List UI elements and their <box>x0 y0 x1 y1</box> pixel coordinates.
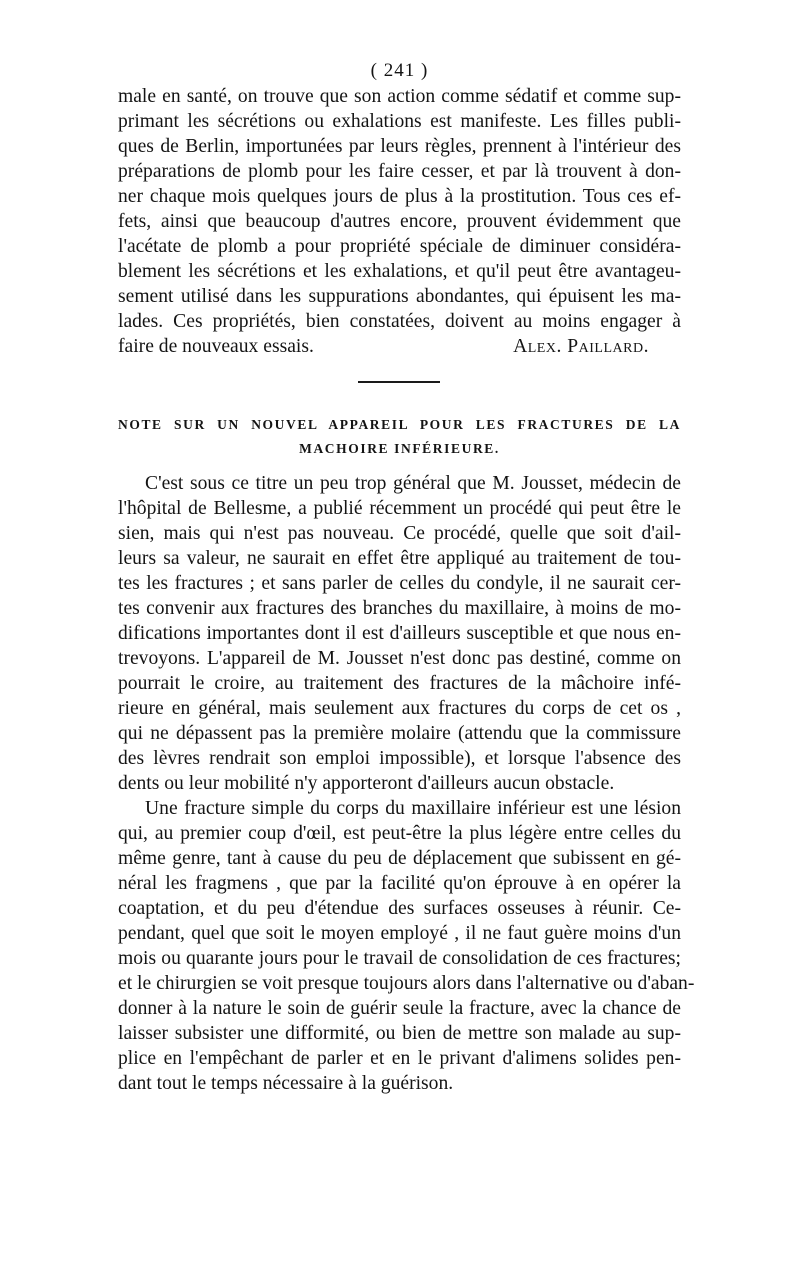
text-line: plice en l'empêchant de parler et en le privant d'alimens solides pen- <box>118 1048 681 1069</box>
text-line: dant tout le temps nécessaire à la guérison. <box>118 1073 454 1094</box>
text-line: préparations de plomb pour les faire cesser, et par là trouvent à don- <box>118 161 681 182</box>
text-line: l'acétate de plomb a pour propriété spéciale de diminuer considéra- <box>118 236 681 257</box>
text-line: des lèvres rendrait son emploi impossible), et lorsque l'absence des <box>118 748 681 769</box>
text-line: coaptation, et du peu d'étendue des surfaces osseuses à réunir. Ce- <box>118 898 681 919</box>
text-line: dents ou leur mobilité n'y apporteront d'ailleurs aucun obstacle. <box>118 773 615 794</box>
text-line: male en santé, on trouve que son action comme sédatif et comme sup- <box>118 86 681 107</box>
text-line: ner chaque mois quelques jours de plus à la prostitution. Tous ces ef- <box>118 186 681 207</box>
text-line: difications importantes dont il est d'ailleurs susceptible et que nous en- <box>118 623 681 644</box>
paragraph-two <box>118 471 681 796</box>
text-line: blement les sécrétions et les exhalations, et qu'il peut être avantageu- <box>118 261 681 282</box>
text-line: néral les fragmens , que par la facilité qu'on éprouve à en opérer la <box>118 873 681 894</box>
text-line: ques de Berlin, importunées par leurs règles, prennent à l'intérieur des <box>118 136 681 157</box>
text-line: et le chirurgien se voit presque toujours alors dans l'alternative ou d'aban- <box>118 973 695 994</box>
text-line: rieure en général, mais seulement aux fractures du corps de cet os , <box>118 698 681 719</box>
page-number: ( 241 ) <box>370 60 429 81</box>
text-line: l'hôpital de Bellesme, a publié récemment un procédé qui peut être le <box>118 498 681 519</box>
text-line: faire de nouveaux essais. <box>118 336 314 357</box>
text-line: donner à la nature le soin de guérir seule la fracture, avec la chance de <box>118 998 681 1019</box>
section-divider <box>358 381 440 383</box>
note-title-line-2: MACHOIRE INFÉRIEURE. <box>299 441 500 456</box>
text-line: pendant, quel que soit le moyen employé , il ne faut guère moins d'un <box>118 923 681 944</box>
text-line: sement utilisé dans les suppurations abondantes, qui épuisent les ma- <box>118 286 681 307</box>
text-line: C'est sous ce titre un peu trop général que M. Jousset, médecin de <box>145 473 681 494</box>
text-line: Une fracture simple du corps du maxillaire inférieur est une lésion <box>145 798 681 819</box>
text-line: pourrait le croire, au traitement des fractures de la mâchoire infé- <box>118 673 681 694</box>
closing-line <box>118 334 681 359</box>
text-line: sien, mais qui n'est pas nouveau. Ce procédé, quelle que soit d'ail- <box>118 523 681 544</box>
text-line: qui, au premier coup d'œil, est peut-être la plus légère entre celles du <box>118 823 681 844</box>
text-line: tes les fractures ; et sans parler de celles du condyle, il ne saurait cer- <box>118 573 681 594</box>
text-line: qui ne dépassent pas la première molaire (attendu que la commissure <box>118 723 681 744</box>
text-line: fets, ainsi que beaucoup d'autres encore, prouvent évidemment que <box>118 211 681 232</box>
note-title-line-1: NOTE SUR UN NOUVEL APPAREIL POUR LES FRACTURES DE LA <box>118 417 681 432</box>
text-line: lades. Ces propriétés, bien constatées, doivent au moins engager à <box>118 311 681 332</box>
text-line: laisser subsister une difformité, ou bien de mettre son malade au sup- <box>118 1023 681 1044</box>
text-line: primant les sécrétions ou exhalations est manifeste. Les filles publi- <box>118 111 681 132</box>
text-line: mois ou quarante jours pour le travail de consolidation de ces fractures; <box>118 948 681 969</box>
first-paragraph <box>118 84 681 359</box>
text-line: tes convenir aux fractures des branches du maxillaire, à moins de mo- <box>118 598 681 619</box>
paragraph-three <box>118 796 695 1096</box>
text-line: même genre, tant à cause du peu de déplacement que subissent en gé- <box>118 848 681 869</box>
author-signature: Alex. Paillard. <box>513 336 649 357</box>
book-page <box>118 58 695 1096</box>
text-line: trevoyons. L'appareil de M. Jousset n'est donc pas destiné, comme on <box>118 648 681 669</box>
text-line: leurs sa valeur, ne saurait en effet être appliqué au traitement de tou- <box>118 548 681 569</box>
